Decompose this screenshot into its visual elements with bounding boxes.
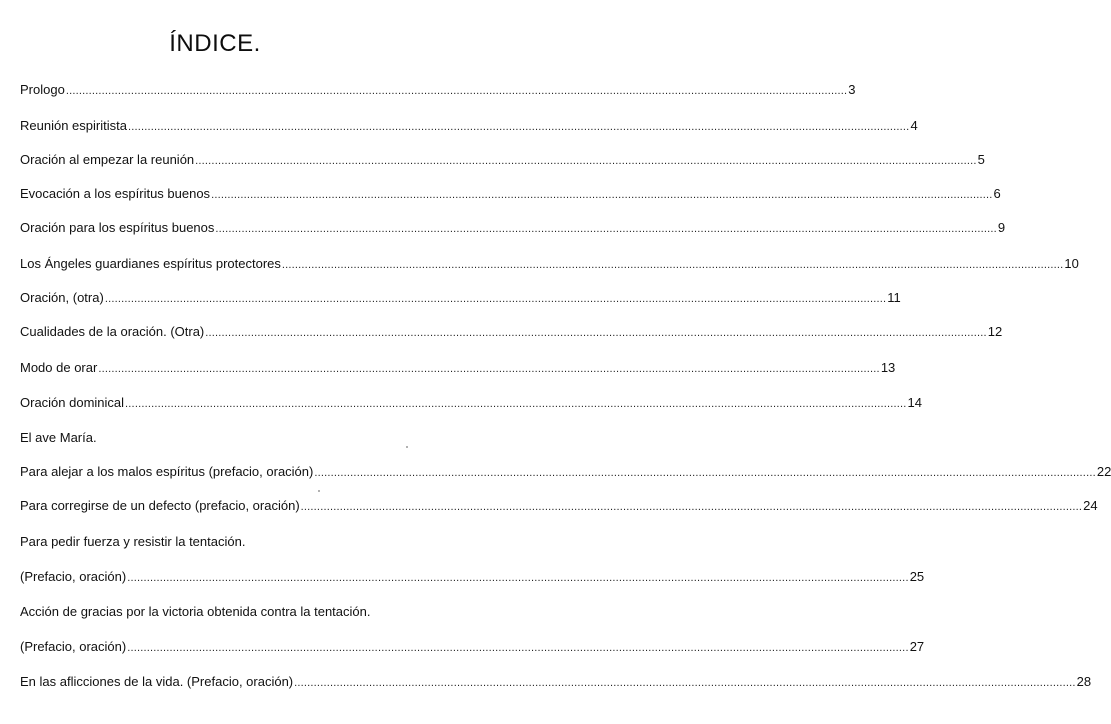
toc-entry [20, 532, 408, 552]
toc-entry [20, 184, 1001, 204]
toc-entry [20, 358, 896, 378]
toc-entry-page: 3 [848, 82, 856, 97]
toc-entry-label: Prologo [20, 82, 65, 97]
dot-leader [98, 359, 879, 379]
toc-entry-label: Para alejar a los malos espíritus (prefacio, oración) [20, 464, 314, 479]
toc-entry-page: 10 [1064, 256, 1079, 271]
toc-entry [20, 428, 408, 448]
toc-entry-label: Para pedir fuerza y resistir la tentación. [20, 534, 246, 549]
toc-entry-page: 13 [880, 360, 896, 375]
toc-entry-page: 28 [1076, 674, 1092, 689]
toc-entry [20, 672, 1092, 692]
toc-entry-page: 12 [987, 324, 1003, 339]
toc-entry [20, 218, 1006, 238]
toc-entry-label: El ave María. [20, 430, 97, 445]
toc-entry [20, 116, 918, 136]
toc-entry-label: Oración para los espíritus buenos [20, 220, 215, 235]
toc-entry [20, 496, 1098, 516]
toc-entry-page: 27 [909, 639, 925, 654]
dot-leader [211, 185, 992, 205]
toc-entry [20, 254, 1079, 274]
toc-entry-label: Reunión espiritista [20, 118, 127, 133]
dot-leader [301, 497, 1082, 517]
toc-entry [20, 150, 985, 170]
toc-entry [20, 288, 901, 308]
dot-leader [205, 323, 986, 343]
toc-entry-page: 22 [1096, 464, 1111, 479]
toc-entry [20, 462, 1111, 482]
toc-entry-page: 25 [909, 569, 925, 584]
toc-entry-label: Para corregirse de un defecto (prefacio, oración) [20, 498, 300, 513]
toc-entry [20, 602, 408, 622]
dot-leader [195, 151, 976, 171]
toc-entry [20, 322, 1003, 342]
dot-leader [215, 219, 996, 239]
toc-entry-page: 9 [997, 220, 1006, 235]
toc-entry [20, 393, 922, 413]
toc-entry-page: 24 [1083, 498, 1098, 513]
dot-leader [125, 394, 906, 414]
toc-entry-label: Modo de orar [20, 360, 98, 375]
toc-entry-page: 11 [887, 290, 901, 305]
dot-leader [128, 117, 909, 137]
dot-leader [294, 673, 1075, 693]
scan-speck [406, 446, 408, 448]
dot-leader [66, 81, 847, 101]
page-title: ÍNDICE. [169, 30, 261, 57]
toc-entry-label: Los Ángeles guardianes espíritus protectores [20, 256, 281, 271]
scan-speck [318, 490, 320, 492]
toc-entry-page: 14 [907, 395, 922, 410]
dot-leader [127, 638, 908, 658]
toc-entry [20, 567, 925, 587]
toc-entry-label: Oración al empezar la reunión [20, 152, 195, 167]
toc-entry-label: Evocación a los espíritus buenos [20, 186, 211, 201]
toc-entry-label: En las aflicciones de la vida. (Prefacio, oración) [20, 674, 294, 689]
toc-entry-label: (Prefacio, oración) [20, 569, 127, 584]
toc-entry-label: Acción de gracias por la victoria obtenida contra la tentación. [20, 604, 371, 619]
toc-entry-page: 5 [977, 152, 985, 167]
toc-entry-page: 6 [993, 186, 1001, 201]
toc-entry-page: 4 [910, 118, 918, 133]
toc-entry [20, 80, 856, 100]
toc-entry-label: Oración, (otra) [20, 290, 104, 305]
dot-leader [314, 463, 1095, 483]
toc-entry-label: Cualidades de la oración. (Otra) [20, 324, 205, 339]
dot-leader [127, 568, 908, 588]
toc-entry-label: (Prefacio, oración) [20, 639, 127, 654]
toc-entry [20, 637, 925, 657]
toc-entry-label: Oración dominical [20, 395, 125, 410]
dot-leader [282, 255, 1063, 275]
dot-leader [105, 289, 886, 309]
